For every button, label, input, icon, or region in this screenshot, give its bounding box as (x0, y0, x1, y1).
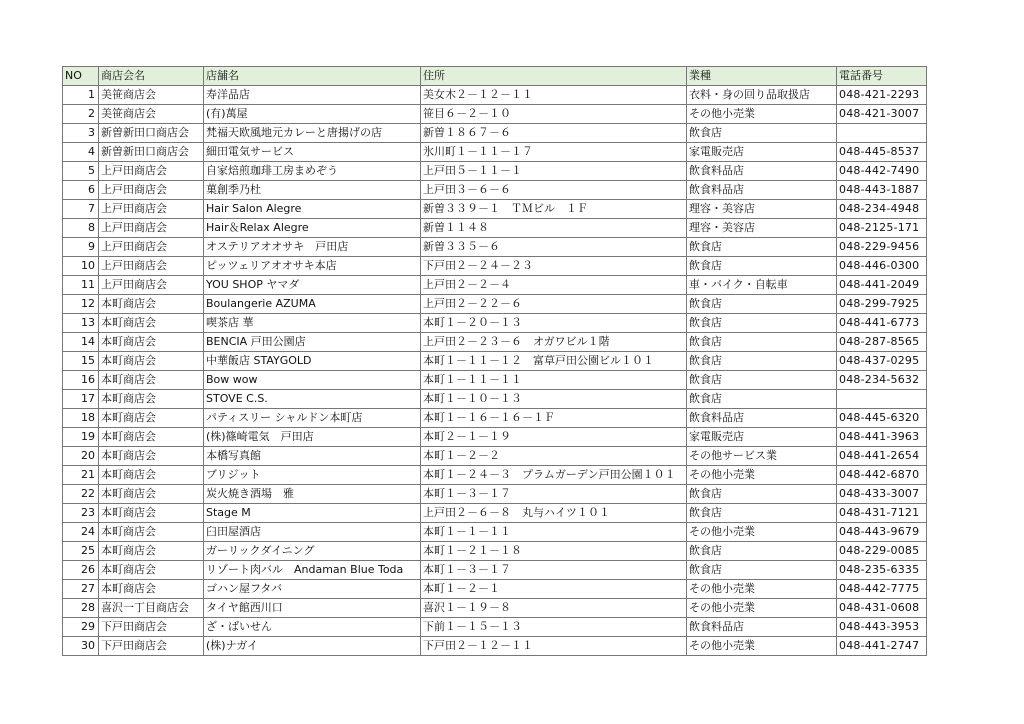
cell-shop[interactable]: タイヤ館西川口 (204, 599, 421, 618)
cell-shop[interactable]: Hair Salon Alegre (204, 200, 421, 219)
header-business[interactable]: 業種 (687, 67, 837, 86)
cell-address[interactable]: 上戸田２－６－８ 丸与ハイツ１０１ (421, 504, 687, 523)
cell-tel[interactable]: 048-299-7925 (837, 295, 927, 314)
cell-tel[interactable]: 048-441-2654 (837, 447, 927, 466)
cell-address[interactable]: 本町１－１１－１２ 富草戸田公園ビル１０１ (421, 352, 687, 371)
cell-association[interactable]: 本町商店会 (99, 352, 204, 371)
table-row (63, 447, 927, 466)
table-row (63, 637, 927, 656)
cell-no[interactable]: 1 (63, 86, 99, 105)
cell-association[interactable]: 上戸田商店会 (99, 200, 204, 219)
cell-association[interactable]: 本町商店会 (99, 428, 204, 447)
cell-shop[interactable]: 中華飯店 STAYGOLD (204, 352, 421, 371)
cell-tel[interactable]: 048-443-3953 (837, 618, 927, 637)
cell-tel[interactable]: 048-234-4948 (837, 200, 927, 219)
shop-list-table (62, 66, 927, 656)
cell-address[interactable]: 笹目６－２－１０ (421, 105, 687, 124)
table-row (63, 295, 927, 314)
cell-business[interactable]: その他小売業 (687, 599, 837, 618)
table-header (63, 67, 927, 86)
cell-shop[interactable]: Stage M (204, 504, 421, 523)
cell-address[interactable]: 下前１－１５－１３ (421, 618, 687, 637)
table-row (63, 561, 927, 580)
cell-no[interactable]: 7 (63, 200, 99, 219)
cell-shop[interactable]: (株)ナガイ (204, 637, 421, 656)
cell-shop[interactable]: Boulangerie AZUMA (204, 295, 421, 314)
cell-business[interactable]: 飲食店 (687, 333, 837, 352)
cell-tel[interactable]: 048-421-2293 (837, 86, 927, 105)
cell-association[interactable]: 上戸田商店会 (99, 257, 204, 276)
cell-shop[interactable]: 自家焙煎珈琲工房まめぞう (204, 162, 421, 181)
cell-tel[interactable]: 048-433-3007 (837, 485, 927, 504)
cell-no[interactable]: 3 (63, 124, 99, 143)
cell-association[interactable]: 本町商店会 (99, 485, 204, 504)
cell-business[interactable]: 飲食店 (687, 314, 837, 333)
cell-no[interactable]: 14 (63, 333, 99, 352)
table-row (63, 580, 927, 599)
cell-address[interactable]: 美女木２－１２－１１ (421, 86, 687, 105)
cell-address[interactable]: 本町１－１６－１６－１Ｆ (421, 409, 687, 428)
cell-address[interactable]: 本町１－１１－１１ (421, 371, 687, 390)
cell-tel[interactable]: 048-234-5632 (837, 371, 927, 390)
cell-no[interactable]: 21 (63, 466, 99, 485)
cell-no[interactable]: 5 (63, 162, 99, 181)
cell-shop[interactable]: ゴハン屋フタバ (204, 580, 421, 599)
cell-tel[interactable]: 048-229-0085 (837, 542, 927, 561)
table-row (63, 124, 927, 143)
cell-business[interactable]: 車・バイク・自転車 (687, 276, 837, 295)
cell-address[interactable]: 新曽１１４８ (421, 219, 687, 238)
cell-no[interactable]: 29 (63, 618, 99, 637)
cell-association[interactable]: 下戸田商店会 (99, 618, 204, 637)
cell-business[interactable]: その他サービス業 (687, 447, 837, 466)
cell-association[interactable]: 上戸田商店会 (99, 276, 204, 295)
cell-no[interactable]: 15 (63, 352, 99, 371)
table-row (63, 371, 927, 390)
cell-association[interactable]: 本町商店会 (99, 523, 204, 542)
cell-no[interactable]: 10 (63, 257, 99, 276)
cell-address[interactable]: 本町１－２－２ (421, 447, 687, 466)
cell-association[interactable]: 本町商店会 (99, 371, 204, 390)
table-row (63, 618, 927, 637)
cell-address[interactable]: 上戸田２－２－４ (421, 276, 687, 295)
cell-business[interactable]: 飲食店 (687, 504, 837, 523)
cell-address[interactable]: 本町１－１０－１３ (421, 390, 687, 409)
cell-no[interactable]: 20 (63, 447, 99, 466)
cell-tel[interactable]: 048-431-0608 (837, 599, 927, 618)
cell-business[interactable]: 飲食店 (687, 352, 837, 371)
header-association[interactable]: 商店会名 (99, 67, 204, 86)
cell-business[interactable]: 飲食店 (687, 390, 837, 409)
cell-shop[interactable]: 菓創季乃杜 (204, 181, 421, 200)
table-row (63, 428, 927, 447)
cell-address[interactable]: 上戸田２－２２－６ (421, 295, 687, 314)
cell-business[interactable]: 理容・美容店 (687, 219, 837, 238)
cell-no[interactable]: 22 (63, 485, 99, 504)
cell-tel[interactable]: 048-443-1887 (837, 181, 927, 200)
cell-shop[interactable]: 寿洋品店 (204, 86, 421, 105)
cell-no[interactable]: 28 (63, 599, 99, 618)
cell-business[interactable]: 飲食店 (687, 295, 837, 314)
cell-no[interactable]: 23 (63, 504, 99, 523)
cell-association[interactable]: 新曽新田口商店会 (99, 143, 204, 162)
cell-association[interactable]: 本町商店会 (99, 466, 204, 485)
cell-address[interactable]: 下戸田２－１２－１１ (421, 637, 687, 656)
cell-association[interactable]: 本町商店会 (99, 447, 204, 466)
cell-shop[interactable]: リゾート肉バル Andaman Blue Toda (204, 561, 421, 580)
cell-shop[interactable]: 喫茶店 華 (204, 314, 421, 333)
cell-association[interactable]: 本町商店会 (99, 314, 204, 333)
cell-address[interactable]: 本町１－３－１７ (421, 485, 687, 504)
cell-tel[interactable]: 048-235-6335 (837, 561, 927, 580)
cell-shop[interactable]: YOU SHOP ヤマダ (204, 276, 421, 295)
cell-association[interactable]: 本町商店会 (99, 295, 204, 314)
cell-no[interactable]: 25 (63, 542, 99, 561)
cell-address[interactable]: 本町１－３－１７ (421, 561, 687, 580)
cell-tel[interactable]: 048-442-6870 (837, 466, 927, 485)
table-body (63, 86, 927, 656)
cell-tel[interactable]: 048-445-6320 (837, 409, 927, 428)
cell-business[interactable]: 飲食店 (687, 485, 837, 504)
cell-no[interactable]: 12 (63, 295, 99, 314)
cell-business[interactable]: 飲食店 (687, 124, 837, 143)
header-address[interactable]: 住所 (421, 67, 687, 86)
header-tel[interactable]: 電話番号 (837, 67, 927, 86)
cell-tel[interactable]: 048-441-2049 (837, 276, 927, 295)
cell-tel[interactable]: 048-445-8537 (837, 143, 927, 162)
cell-no[interactable]: 17 (63, 390, 99, 409)
cell-association[interactable]: 上戸田商店会 (99, 238, 204, 257)
cell-association[interactable]: 本町商店会 (99, 333, 204, 352)
table-row (63, 523, 927, 542)
cell-shop[interactable]: (有)萬屋 (204, 105, 421, 124)
table-row (63, 390, 927, 409)
table-row (63, 466, 927, 485)
cell-tel[interactable]: 048-287-8565 (837, 333, 927, 352)
cell-association[interactable]: 上戸田商店会 (99, 181, 204, 200)
table-row (63, 504, 927, 523)
cell-business[interactable]: その他小売業 (687, 105, 837, 124)
cell-address[interactable]: 本町１－２－１ (421, 580, 687, 599)
cell-tel[interactable] (837, 390, 927, 409)
cell-business[interactable]: その他小売業 (687, 580, 837, 599)
cell-business[interactable]: 飲食店 (687, 542, 837, 561)
cell-business[interactable]: 衣料・身の回り品取扱店 (687, 86, 837, 105)
table-row (63, 352, 927, 371)
cell-association[interactable]: 本町商店会 (99, 504, 204, 523)
table-row (63, 181, 927, 200)
cell-no[interactable]: 16 (63, 371, 99, 390)
cell-tel[interactable]: 048-446-0300 (837, 257, 927, 276)
cell-association[interactable]: 美笹商店会 (99, 105, 204, 124)
cell-shop[interactable]: Bow wow (204, 371, 421, 390)
table-row (63, 200, 927, 219)
cell-business[interactable]: 飲食料品店 (687, 618, 837, 637)
cell-no[interactable]: 30 (63, 637, 99, 656)
cell-address[interactable]: 上戸田２－２３－６ オガワビル１階 (421, 333, 687, 352)
table-row (63, 257, 927, 276)
cell-address[interactable]: 新曽１８６７－６ (421, 124, 687, 143)
cell-shop[interactable]: (株)篠崎電気 戸田店 (204, 428, 421, 447)
cell-shop[interactable]: ガーリックダイニング (204, 542, 421, 561)
cell-tel[interactable]: 048-442-7490 (837, 162, 927, 181)
cell-association[interactable]: 下戸田商店会 (99, 637, 204, 656)
cell-no[interactable]: 19 (63, 428, 99, 447)
table-row (63, 143, 927, 162)
table-row (63, 276, 927, 295)
cell-no[interactable]: 18 (63, 409, 99, 428)
cell-shop[interactable]: パティスリー シャルドン本町店 (204, 409, 421, 428)
cell-no[interactable]: 9 (63, 238, 99, 257)
cell-business[interactable]: 飲食店 (687, 371, 837, 390)
cell-association[interactable]: 新曽新田口商店会 (99, 124, 204, 143)
table-row (63, 162, 927, 181)
cell-no[interactable]: 4 (63, 143, 99, 162)
cell-association[interactable]: 上戸田商店会 (99, 219, 204, 238)
cell-association[interactable]: 喜沢一丁目商店会 (99, 599, 204, 618)
cell-business[interactable]: 飲食店 (687, 257, 837, 276)
table-row (63, 485, 927, 504)
cell-address[interactable]: 本町２－１－１９ (421, 428, 687, 447)
cell-address[interactable]: 下戸田２－２４－２３ (421, 257, 687, 276)
cell-no[interactable]: 8 (63, 219, 99, 238)
table-row (63, 86, 927, 105)
cell-no[interactable]: 26 (63, 561, 99, 580)
cell-business[interactable]: 飲食店 (687, 561, 837, 580)
table-row (63, 542, 927, 561)
cell-association[interactable]: 上戸田商店会 (99, 162, 204, 181)
cell-association[interactable]: 本町商店会 (99, 580, 204, 599)
cell-shop[interactable]: 細田電気サービス (204, 143, 421, 162)
cell-business[interactable]: 理容・美容店 (687, 200, 837, 219)
cell-association[interactable]: 美笹商店会 (99, 86, 204, 105)
cell-tel[interactable]: 048-441-3963 (837, 428, 927, 447)
cell-no[interactable]: 6 (63, 181, 99, 200)
table-row (63, 599, 927, 618)
cell-tel[interactable]: 048-229-9456 (837, 238, 927, 257)
cell-address[interactable]: 本町１－２４－３ プラムガーデン戸田公園１０１ (421, 466, 687, 485)
cell-tel[interactable]: 048-2125-171 (837, 219, 927, 238)
cell-business[interactable]: 家電販売店 (687, 428, 837, 447)
cell-tel[interactable]: 048-442-7775 (837, 580, 927, 599)
cell-address[interactable]: 本町１－２１－１８ (421, 542, 687, 561)
cell-shop[interactable]: Hair＆Relax Alegre (204, 219, 421, 238)
cell-no[interactable]: 2 (63, 105, 99, 124)
header-row (63, 67, 927, 86)
table-row (63, 333, 927, 352)
cell-business[interactable]: 飲食料品店 (687, 409, 837, 428)
cell-shop[interactable]: ざ・ばいせん (204, 618, 421, 637)
header-no[interactable]: NO (63, 67, 99, 86)
cell-association[interactable]: 本町商店会 (99, 390, 204, 409)
cell-address[interactable]: 本町１－１－１１ (421, 523, 687, 542)
cell-business[interactable]: 飲食料品店 (687, 181, 837, 200)
table-row (63, 219, 927, 238)
cell-no[interactable]: 27 (63, 580, 99, 599)
cell-shop[interactable]: 本橋写真館 (204, 447, 421, 466)
cell-address[interactable]: 新曽３３５－６ (421, 238, 687, 257)
cell-business[interactable]: その他小売業 (687, 637, 837, 656)
cell-shop[interactable]: 臼田屋酒店 (204, 523, 421, 542)
cell-address[interactable]: 本町１－２０－１３ (421, 314, 687, 333)
cell-address[interactable]: 喜沢１－１９－８ (421, 599, 687, 618)
cell-shop[interactable]: STOVE C.S. (204, 390, 421, 409)
cell-no[interactable]: 24 (63, 523, 99, 542)
table-row (63, 314, 927, 333)
cell-association[interactable]: 本町商店会 (99, 409, 204, 428)
cell-association[interactable]: 本町商店会 (99, 542, 204, 561)
cell-shop[interactable]: オステリアオオサキ 戸田店 (204, 238, 421, 257)
cell-shop[interactable]: ブリジット (204, 466, 421, 485)
cell-tel[interactable]: 048-421-3007 (837, 105, 927, 124)
cell-address[interactable]: 新曽３３９－１ ＴＭビル １Ｆ (421, 200, 687, 219)
cell-business[interactable]: 飲食店 (687, 238, 837, 257)
cell-address[interactable]: 氷川町１－１１－１７ (421, 143, 687, 162)
cell-business[interactable]: 飲食料品店 (687, 162, 837, 181)
cell-tel[interactable] (837, 124, 927, 143)
cell-shop[interactable]: ピッツェリアオオサキ本店 (204, 257, 421, 276)
cell-address[interactable]: 上戸田３－６－６ (421, 181, 687, 200)
cell-shop[interactable]: BENCIA 戸田公園店 (204, 333, 421, 352)
cell-tel[interactable]: 048-441-6773 (837, 314, 927, 333)
cell-shop[interactable]: 炭火焼き酒場 雅 (204, 485, 421, 504)
cell-shop[interactable]: 梵福天欧風地元カレーと唐揚げの店 (204, 124, 421, 143)
cell-business[interactable]: その他小売業 (687, 523, 837, 542)
header-shop[interactable]: 店舗名 (204, 67, 421, 86)
table-row (63, 105, 927, 124)
cell-tel[interactable]: 048-443-9679 (837, 523, 927, 542)
cell-tel[interactable]: 048-437-0295 (837, 352, 927, 371)
cell-business[interactable]: 家電販売店 (687, 143, 837, 162)
table-row (63, 409, 927, 428)
cell-business[interactable]: その他小売業 (687, 466, 837, 485)
cell-no[interactable]: 13 (63, 314, 99, 333)
cell-address[interactable]: 上戸田５－１１－１ (421, 162, 687, 181)
spreadsheet-sheet (62, 66, 926, 656)
cell-tel[interactable]: 048-431-7121 (837, 504, 927, 523)
cell-no[interactable]: 11 (63, 276, 99, 295)
cell-tel[interactable]: 048-441-2747 (837, 637, 927, 656)
table-row (63, 238, 927, 257)
cell-association[interactable]: 本町商店会 (99, 561, 204, 580)
